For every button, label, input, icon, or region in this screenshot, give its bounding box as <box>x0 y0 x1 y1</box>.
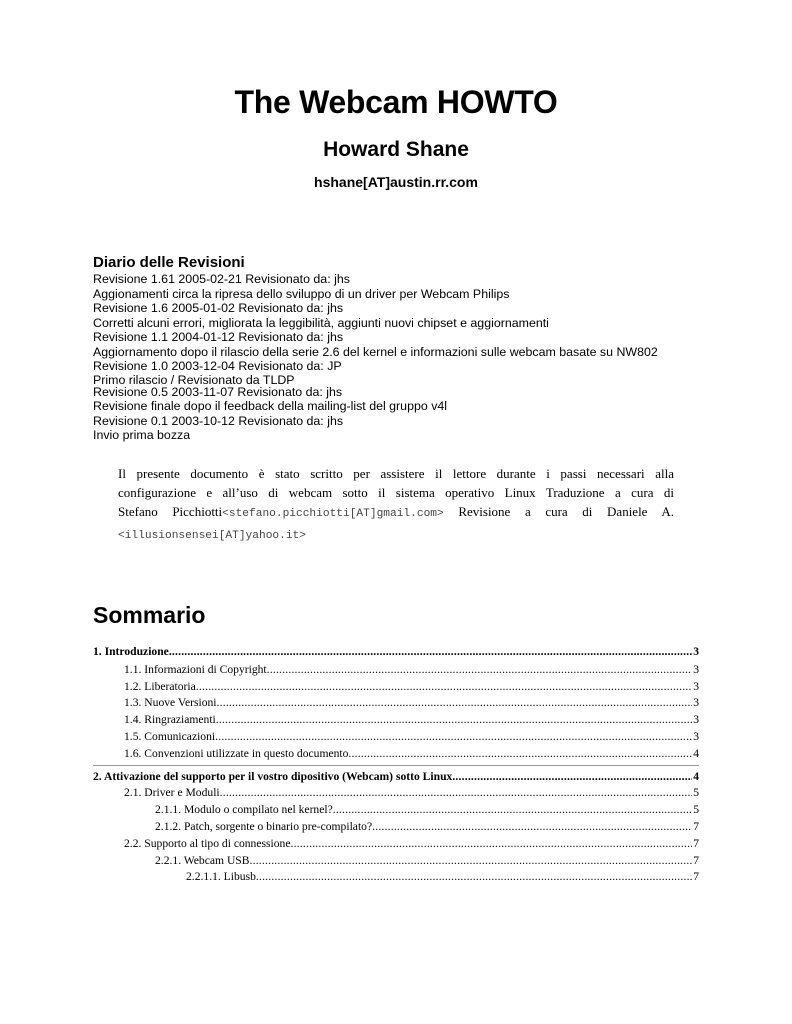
revision-entry: Revisione 1.6 2005-01-02 Revisionato da: jhs <box>93 301 344 315</box>
toc-entry-label[interactable]: 1.6. Convenzioni utilizzate in questo documento <box>124 746 349 760</box>
toc-entry[interactable] <box>93 644 699 661</box>
toc-dot-leader <box>348 746 692 763</box>
revision-note: Primo rilascio / Revisionato da TLDP <box>93 372 295 387</box>
document-title: The Webcam HOWTO <box>234 84 558 120</box>
toc-entry[interactable] <box>93 802 699 819</box>
toc-entry-label[interactable]: 1.2. Liberatoria <box>124 679 196 693</box>
toc-dot-leader <box>216 712 692 729</box>
abstract <box>118 464 674 546</box>
revision-note: Invio prima bozza <box>93 428 191 442</box>
toc-entry[interactable] <box>93 853 699 870</box>
toc-separator <box>93 765 699 766</box>
revision-entry: Revisione 1.0 2003-12-04 Revisionato da: JP <box>93 359 342 373</box>
toc-dot-leader <box>169 644 692 661</box>
toc-entry-page[interactable]: 4 <box>693 746 699 760</box>
toc-entry[interactable] <box>93 695 699 712</box>
abstract-line <box>118 524 674 546</box>
revision-entry: Revisione 0.1 2003-10-12 Revisionato da: jhs <box>93 413 344 428</box>
table-of-contents <box>93 644 699 886</box>
toc-entry[interactable] <box>93 836 699 853</box>
toc-entry[interactable] <box>93 869 699 886</box>
revision-entry: Revisione 0.5 2003-11-07 Revisionato da: jhs <box>93 384 343 399</box>
revision-entry: Revisione 1.1 2004-01-12 Revisionato da: jhs <box>93 330 344 344</box>
abstract-line: Il presente documento è stato scritto per assistere il lettore durante i passi necessari alla <box>118 466 674 481</box>
toc-entry[interactable] <box>93 662 699 679</box>
toc-entry[interactable] <box>93 819 699 836</box>
toc-entry-page[interactable]: 3 <box>693 713 699 727</box>
toc-entry-page[interactable]: 3 <box>693 696 699 710</box>
toc-entry-page[interactable]: 3 <box>693 679 699 693</box>
toc-entry-page[interactable]: 5 <box>693 786 699 800</box>
author-email: hshane[AT]austin.rr.com <box>314 174 478 190</box>
abstract-line <box>118 502 674 524</box>
toc-entry[interactable] <box>93 785 699 802</box>
toc-entry[interactable] <box>93 679 699 696</box>
toc-entry-label[interactable]: 1. Introduzione <box>93 645 169 658</box>
toc-entry-page[interactable]: 7 <box>693 836 699 850</box>
toc-dot-leader <box>291 836 693 853</box>
toc-entry-label[interactable]: 2.2. Supporto al tipo di connessione <box>124 836 291 850</box>
toc-entry-page[interactable]: 3 <box>693 645 699 658</box>
toc-entry-page[interactable]: 4 <box>693 769 699 783</box>
toc-dot-leader <box>267 662 693 679</box>
toc-dot-leader <box>372 819 692 836</box>
toc-dot-leader <box>452 769 692 786</box>
document-author: Howard Shane <box>323 138 469 161</box>
toc-entry-page[interactable]: 3 <box>693 729 699 743</box>
reviewer-email: <illusionsensei[AT]yahoo.it> <box>118 530 306 542</box>
toc-entry[interactable] <box>93 746 699 763</box>
revision-note: Corretti alcuni errori, migliorata la leggibilità, aggiunti nuovi chipset e aggiornamenti <box>93 315 549 330</box>
toc-entry-label[interactable]: 1.4. Ringraziamenti <box>124 713 216 727</box>
toc-entry-page[interactable]: 3 <box>693 662 699 676</box>
toc-dot-leader <box>215 729 692 746</box>
toc-entry[interactable] <box>93 769 699 786</box>
toc-entry-label[interactable]: 2.1.2. Patch, sorgente o binario pre-compilato? <box>155 819 373 833</box>
reviewer-text: Revisione a cura di Daniele A. <box>443 504 674 519</box>
toc-entry-label[interactable]: 1.5. Comunicazioni <box>124 729 216 743</box>
toc-dot-leader <box>220 785 693 802</box>
toc-entry-page[interactable]: 5 <box>693 803 699 817</box>
toc-entry-label[interactable]: 2.2.1.1. Libusb <box>186 870 256 884</box>
toc-entry[interactable] <box>93 729 699 746</box>
revision-history-list <box>93 272 713 443</box>
toc-dot-leader <box>250 853 693 870</box>
toc-dot-leader <box>333 802 692 819</box>
abstract-line: configurazione e all’uso di webcam sotto il sistema operativo Linux Traduzione a cura di <box>118 485 674 500</box>
revision-history-heading: Diario delle Revisioni <box>93 254 245 271</box>
toc-entry-page[interactable]: 7 <box>693 853 699 867</box>
translator-email: <stefano.picchiotti[AT]gmail.com> <box>222 508 444 520</box>
toc-entry-label[interactable]: 1.3. Nuove Versioni <box>124 696 217 710</box>
toc-dot-leader <box>196 679 692 696</box>
toc-entry-label[interactable]: 1.1. Informazioni di Copyright <box>124 662 267 676</box>
toc-title: Sommario <box>93 602 206 628</box>
toc-entry-label[interactable]: 2.1. Driver e Moduli <box>124 786 220 800</box>
toc-entry-label[interactable]: 2.2.1. Webcam USB <box>155 853 250 867</box>
toc-entry-page[interactable]: 7 <box>693 819 699 833</box>
toc-entry-label[interactable]: 2. Attivazione del supporto per il vostro dipositivo (Webcam) sotto Linux <box>93 769 453 783</box>
revision-entry: Revisione 1.61 2005-02-21 Revisionato da: jhs <box>93 272 350 286</box>
toc-dot-leader <box>256 869 692 886</box>
revision-note: Aggiornamento dopo il rilascio della serie 2.6 del kernel e informazioni sulle webcam basate su NW802 <box>93 344 658 359</box>
revision-note: Aggionamenti circa la ripresa dello sviluppo di un driver per Webcam Philips <box>93 286 510 301</box>
toc-entry-label[interactable]: 2.1.1. Modulo o compilato nel kernel? <box>155 803 333 817</box>
toc-dot-leader <box>217 695 693 712</box>
toc-entry[interactable] <box>93 712 699 729</box>
revision-note: Revisione finale dopo il feedback della mailing-list del gruppo v4l <box>93 399 448 413</box>
translator-name: Stefano Picchiotti <box>118 504 223 519</box>
toc-entry-page[interactable]: 7 <box>693 870 699 884</box>
